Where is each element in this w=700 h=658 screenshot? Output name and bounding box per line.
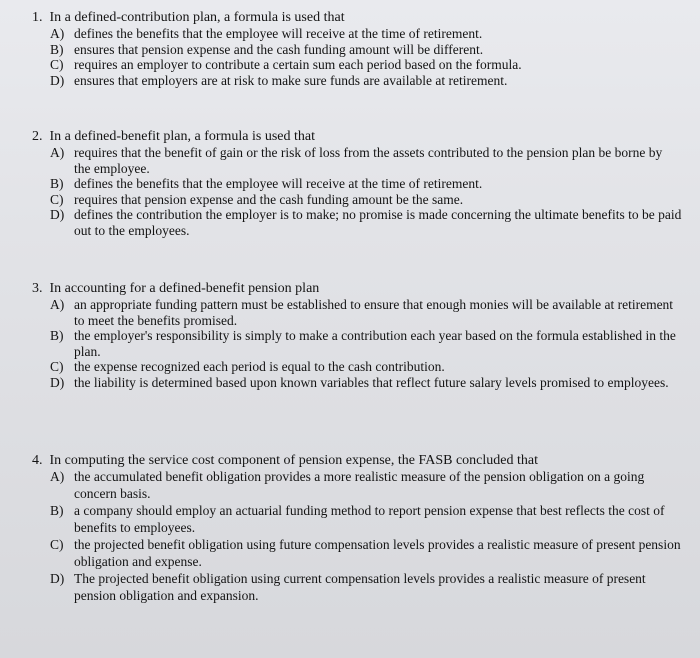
option-letter: B) — [50, 328, 64, 343]
answer-options — [32, 297, 682, 390]
option-text: requires that the benefit of gain or the risk of loss from the assets contributed to the pension plan be borne by the employee. — [74, 145, 663, 176]
option-text: defines the contribution the employer is to make; no promise is made concerning the ultimate benefits to be paid out to the employees. — [74, 207, 682, 238]
option-b — [32, 503, 682, 536]
option-d — [32, 207, 682, 238]
option-letter: A) — [50, 145, 65, 160]
option-letter: C) — [50, 191, 64, 207]
option-text: the expense recognized each period is equal to the cash contribution. — [74, 359, 445, 374]
option-text: defines the benefits that the employee will receive at the time of retirement. — [74, 176, 483, 191]
option-text: the projected benefit obligation using future compensation levels provides a realistic measure of present pension obligation and expense. — [74, 537, 681, 569]
question-text: In computing the service cost component of pension expense, the FASB concluded that — [49, 453, 538, 468]
option-b — [32, 42, 682, 58]
question-number: 1. — [32, 10, 43, 25]
question-text: In a defined-contribution plan, a formula is used that — [49, 10, 345, 25]
option-text: The projected benefit obligation using current compensation levels provides a realistic measure of present pension obligation and expansion. — [74, 571, 646, 603]
option-letter: C) — [50, 537, 64, 552]
question-3 — [32, 281, 682, 390]
question-text: In a defined-benefit plan, a formula is used that — [49, 129, 316, 144]
answer-options — [32, 26, 682, 88]
option-b — [32, 328, 682, 359]
question-stem — [32, 129, 682, 145]
option-d — [32, 571, 682, 604]
option-letter: C) — [50, 359, 64, 374]
option-a — [32, 26, 682, 42]
option-text: the employer's responsibility is simply to make a contribution each year based on the formula established in the plan. — [74, 328, 676, 359]
option-letter: B) — [50, 41, 64, 57]
option-letter: A) — [50, 26, 65, 41]
option-letter: A) — [50, 297, 65, 312]
option-a — [32, 145, 682, 176]
option-d — [32, 375, 682, 391]
answer-options — [32, 145, 682, 238]
question-text: In accounting for a defined-benefit pension plan — [49, 281, 320, 296]
option-letter: B) — [50, 503, 64, 518]
question-2 — [32, 129, 682, 238]
option-text: an appropriate funding pattern must be established to ensure that enough monies will be available at retirement to meet the benefits promised. — [74, 297, 674, 328]
question-number: 4. — [32, 453, 43, 468]
option-b — [32, 176, 682, 192]
option-c — [32, 537, 682, 570]
option-a — [32, 469, 682, 502]
option-a — [32, 297, 682, 328]
option-text: ensures that employers are at risk to make sure funds are available at retirement. — [74, 72, 508, 88]
question-number: 3. — [32, 281, 43, 296]
option-letter: D) — [50, 72, 65, 88]
option-d — [32, 73, 682, 89]
option-c — [32, 359, 682, 375]
option-letter: D) — [50, 374, 65, 390]
answer-options — [32, 469, 682, 604]
option-c — [32, 57, 682, 73]
option-letter: D) — [50, 571, 65, 586]
question-stem — [32, 281, 682, 297]
option-text: a company should employ an actuarial funding method to report pension expense that best reflects the cost of benefits to employees. — [74, 503, 665, 535]
option-text: ensures that pension expense and the cash funding amount will be different. — [74, 41, 484, 57]
option-text: the accumulated benefit obligation provides a more realistic measure of the pension obligation on a going concern basis. — [74, 469, 645, 501]
question-stem — [32, 453, 682, 469]
option-letter: D) — [50, 207, 65, 222]
option-letter: B) — [50, 176, 64, 191]
option-letter: A) — [50, 469, 65, 484]
question-number: 2. — [32, 129, 43, 144]
question-stem — [32, 10, 682, 26]
option-text: the liability is determined based upon known variables that reflect future salary levels promised to employees. — [74, 374, 669, 390]
option-text: requires an employer to contribute a certain sum each period based on the formula. — [74, 57, 522, 72]
question-4 — [32, 453, 682, 604]
option-c — [32, 192, 682, 208]
question-1 — [32, 10, 682, 88]
option-letter: C) — [50, 57, 64, 72]
option-text: defines the benefits that the employee will receive at the time of retirement. — [74, 26, 483, 41]
option-text: requires that pension expense and the cash funding amount be the same. — [74, 191, 464, 207]
